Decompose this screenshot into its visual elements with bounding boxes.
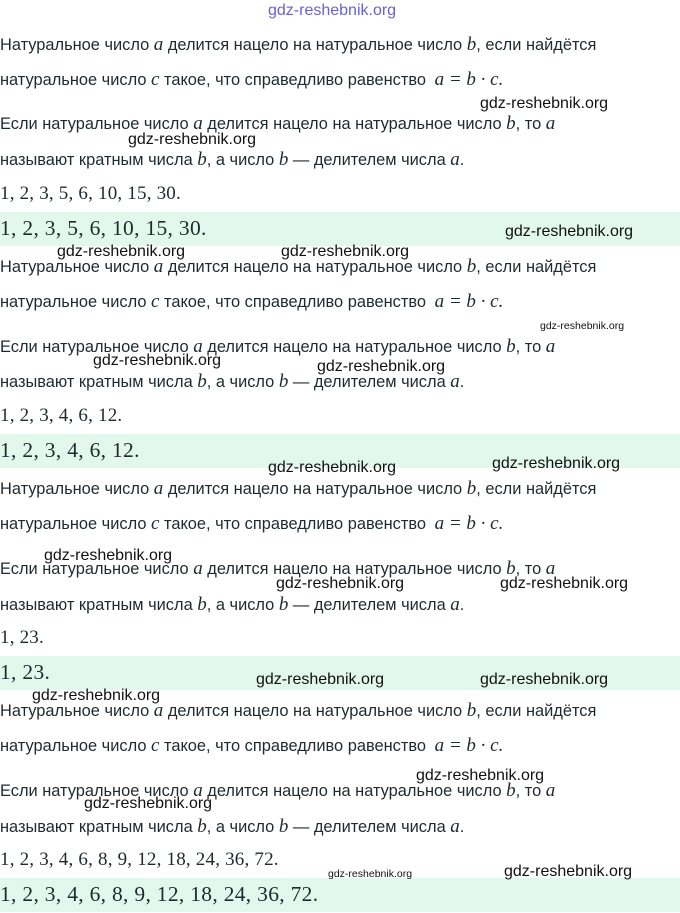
watermark: gdz-reshebnik.org (504, 863, 633, 880)
watermark: gdz-reshebnik.org (500, 575, 629, 592)
definition-line-1: Натуральное число a делится нацело на натуральное число b, если найдётся (0, 700, 597, 721)
answer-1: 1, 2, 3, 5, 6, 10, 15, 30. (0, 216, 207, 240)
watermark: gdz-reshebnik.org (84, 795, 213, 812)
definition-line-4: называют кратным числа b, а число b — делителем числа a. (0, 594, 465, 615)
watermark: gdz-reshebnik.org (281, 243, 410, 260)
definition-line-3: Если натуральное число a делится нацело на натуральное число b, то a (0, 780, 556, 801)
definition-line-1: Натуральное число a делится нацело на натуральное число b, если найдётся (0, 256, 597, 277)
watermark: gdz-reshebnik.org (480, 95, 609, 112)
divisors-list-3: 1, 23. (0, 627, 44, 648)
watermark: gdz-reshebnik.org (416, 767, 545, 784)
definition-line-4: называют кратным числа b, а число b — делителем числа a. (0, 371, 465, 392)
watermark: gdz-reshebnik.org (492, 455, 621, 472)
definition-line-4: называют кратным числа b, а число b — делителем числа a. (0, 149, 465, 170)
watermark: gdz-reshebnik.org (57, 243, 186, 260)
watermark: gdz-reshebnik.org (128, 131, 257, 148)
definition-line-1: Натуральное число a делится нацело на натуральное число b, если найдётся (0, 478, 597, 499)
watermark: gdz-reshebnik.org (328, 868, 413, 880)
divisors-list-2: 1, 2, 3, 4, 6, 12. (0, 405, 123, 426)
definition-line-3: Если натуральное число a делится нацело на натуральное число b, то a (0, 336, 556, 357)
watermark: gdz-reshebnik.org (480, 671, 609, 688)
watermark: gdz-reshebnik.org (268, 459, 397, 476)
answer-4: 1, 2, 3, 4, 6, 8, 9, 12, 18, 24, 36, 72. (0, 882, 319, 906)
definition-line-2: натуральное число c такое, что справедливо равенство a = b · c. (0, 291, 504, 312)
watermark: gdz-reshebnik.org (540, 320, 625, 332)
answer-2: 1, 2, 3, 4, 6, 12. (0, 438, 140, 462)
watermark: gdz-reshebnik.org (317, 358, 446, 375)
definition-line-3: Если натуральное число a делится нацело на натуральное число b, то a (0, 558, 556, 579)
watermark: gdz-reshebnik.org (505, 223, 634, 240)
definition-line-4: называют кратным числа b, а число b — делителем числа a. (0, 816, 465, 837)
definition-line-1: Натуральное число a делится нацело на натуральное число b, если найдётся (0, 34, 597, 55)
divisors-list-1: 1, 2, 3, 5, 6, 10, 15, 30. (0, 183, 181, 204)
watermark: gdz-reshebnik.org (32, 687, 161, 704)
watermark: gdz-reshebnik.org (44, 547, 173, 564)
watermark: gdz-reshebnik.org (93, 352, 222, 369)
watermark: gdz-reshebnik.org (276, 575, 405, 592)
divisors-list-4: 1, 2, 3, 4, 6, 8, 9, 12, 18, 24, 36, 72. (0, 849, 279, 870)
definition-line-2: натуральное число c такое, что справедливо равенство a = b · c. (0, 69, 504, 90)
answer-bar-4 (0, 878, 680, 912)
watermark: gdz-reshebnik.org (256, 671, 385, 688)
definition-line-2: натуральное число c такое, что справедливо равенство a = b · c. (0, 735, 504, 756)
definition-line-3: Если натуральное число a делится нацело на натуральное число b, то a (0, 113, 556, 134)
answer-3: 1, 23. (0, 660, 51, 684)
site-link[interactable]: gdz-reshebnik.org (268, 2, 397, 19)
definition-line-2: натуральное число c такое, что справедливо равенство a = b · c. (0, 513, 504, 534)
